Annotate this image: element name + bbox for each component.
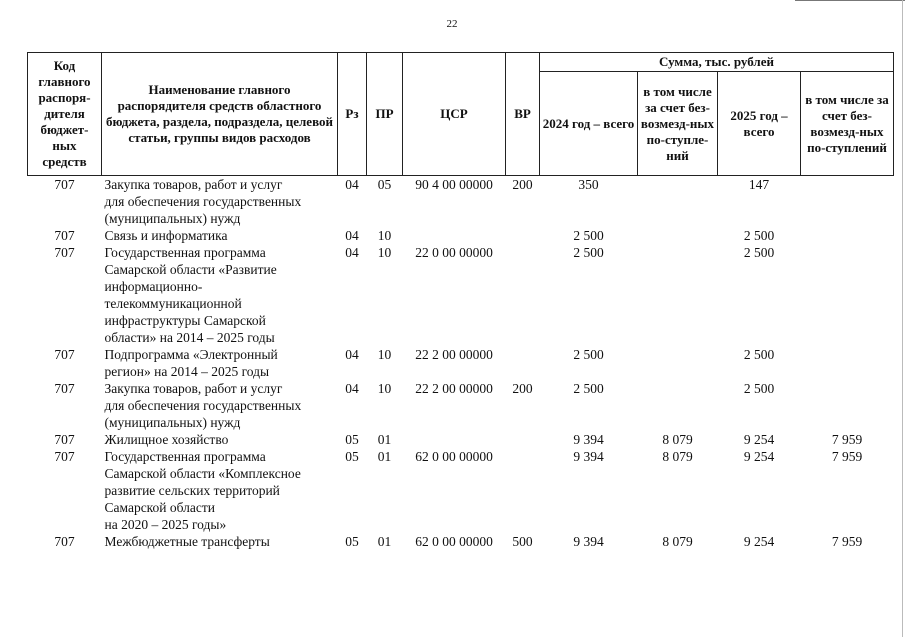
- scan-edge-line: [795, 0, 905, 1]
- cell-pr: 01: [377, 449, 392, 464]
- cell-2025-total: 2 500: [743, 381, 775, 396]
- header-2025-grants: в том числе за счет без-возмезд-ных по-ступлений: [801, 72, 894, 176]
- cell-vr: [506, 431, 540, 448]
- cell-2025-grants: 7 959: [831, 432, 863, 447]
- cell-vr: [506, 346, 540, 380]
- header-csr: ЦСР: [403, 53, 506, 176]
- cell-pr: 01: [377, 432, 392, 447]
- cell-csr: 22 2 00 00000: [415, 347, 493, 362]
- page-number: 22: [446, 18, 458, 30]
- cell-2024-grants: [638, 346, 718, 380]
- header-2025-total: 2025 год – всего: [718, 72, 801, 176]
- cell-2024-grants: [638, 176, 718, 228]
- cell-vr: 200: [512, 381, 533, 396]
- cell-2025-total: 9 254: [743, 432, 775, 447]
- cell-name: Межбюджетные трансферты: [104, 534, 270, 549]
- cell-2024-total: 9 394: [573, 432, 604, 447]
- cell-rz: 04: [345, 245, 359, 260]
- header-2024-grants: в том числе за счет без-возмезд-ных по-ступле-ний: [638, 72, 718, 176]
- cell-name: Государственная программа Самарской области «Комплексное развитие сельских территорий Самарской области на 2020 – 2025 годы»: [104, 449, 301, 532]
- cell-2025-total: 2 500: [743, 228, 775, 243]
- scan-edge-line: [902, 0, 903, 637]
- cell-2025-total: 9 254: [743, 449, 775, 464]
- cell-2024-grants: [638, 244, 718, 346]
- cell-pr: 01: [377, 534, 392, 549]
- cell-2024-total: 9 394: [573, 534, 604, 549]
- header-vr: ВР: [506, 53, 540, 176]
- cell-vr: [506, 448, 540, 533]
- cell-csr: 22 0 00 00000: [415, 245, 493, 260]
- table-row: [28, 227, 894, 244]
- cell-code: 707: [54, 432, 75, 447]
- table-row: [28, 244, 894, 346]
- table-row: [28, 431, 894, 448]
- cell-csr: [403, 227, 506, 244]
- cell-2024-total: 350: [578, 177, 599, 192]
- cell-rz: 04: [345, 177, 359, 192]
- table-row: [28, 176, 894, 228]
- cell-name: Закупка товаров, работ и услуг для обеспечения государственных (муниципальных) нужд: [104, 381, 302, 430]
- cell-code: 707: [54, 449, 75, 464]
- header-2024-total: 2024 год – всего: [540, 72, 638, 176]
- cell-vr: 200: [512, 177, 533, 192]
- cell-vr: 500: [512, 534, 533, 549]
- cell-rz: 05: [345, 449, 359, 464]
- cell-pr: 05: [377, 177, 392, 192]
- cell-2024-grants: [638, 227, 718, 244]
- cell-2025-grants: [801, 227, 894, 244]
- table-row: [28, 380, 894, 431]
- cell-pr: 10: [377, 381, 392, 396]
- budget-table: [27, 52, 894, 550]
- cell-code: 707: [54, 245, 75, 260]
- cell-2024-total: 2 500: [573, 381, 604, 396]
- cell-2024-total: 9 394: [573, 449, 604, 464]
- table-row: [28, 346, 894, 380]
- cell-name: Жилищное хозяйство: [104, 432, 229, 447]
- header-name: Наименование главного распорядителя средств областного бюджета, раздела, подраздела, целевой статьи, группы видов расходов: [102, 53, 338, 176]
- cell-vr: [506, 227, 540, 244]
- cell-2024-total: 2 500: [573, 245, 604, 260]
- cell-2025-total: 147: [748, 177, 770, 192]
- cell-rz: 04: [345, 347, 359, 362]
- header-code: Код главного распоря-дителя бюджет-ных средств: [28, 53, 102, 176]
- cell-csr: [403, 431, 506, 448]
- cell-2025-grants: [801, 176, 894, 228]
- header-pr: ПР: [367, 53, 403, 176]
- table-row: [28, 533, 894, 550]
- cell-vr: [506, 244, 540, 346]
- cell-csr: 62 0 00 00000: [415, 534, 493, 549]
- cell-2025-grants: 7 959: [831, 449, 863, 464]
- cell-name: Связь и информатика: [104, 228, 228, 243]
- cell-2025-total: 2 500: [743, 245, 775, 260]
- cell-pr: 10: [377, 245, 392, 260]
- cell-rz: 05: [345, 432, 359, 447]
- cell-code: 707: [54, 228, 75, 243]
- cell-2025-grants: [801, 380, 894, 431]
- cell-2025-grants: [801, 346, 894, 380]
- cell-rz: 05: [345, 534, 359, 549]
- cell-csr: 62 0 00 00000: [415, 449, 493, 464]
- cell-2025-total: 2 500: [743, 347, 775, 362]
- header-rz: Рз: [338, 53, 367, 176]
- cell-2024-total: 2 500: [573, 228, 604, 243]
- cell-2025-grants: [801, 244, 894, 346]
- cell-2024-grants: 8 079: [662, 449, 693, 464]
- cell-pr: 10: [377, 228, 392, 243]
- cell-rz: 04: [345, 381, 359, 396]
- cell-code: 707: [54, 347, 75, 362]
- cell-name: Закупка товаров, работ и услуг для обеспечения государственных (муниципальных) нужд: [104, 177, 302, 226]
- cell-rz: 04: [345, 228, 359, 243]
- cell-2025-grants: 7 959: [831, 534, 863, 549]
- cell-code: 707: [54, 534, 75, 549]
- cell-2025-total: 9 254: [743, 534, 775, 549]
- cell-name: Государственная программа Самарской области «Развитие информационно- телекоммуникационной инфраструктуры Самарской области» на 2014 – 2025 годы: [104, 245, 277, 345]
- cell-csr: 90 4 00 00000: [415, 177, 493, 192]
- cell-csr: 22 2 00 00000: [415, 381, 493, 396]
- cell-code: 707: [54, 381, 75, 396]
- cell-2024-grants: 8 079: [662, 534, 693, 549]
- cell-2024-grants: [638, 380, 718, 431]
- cell-code: 707: [54, 177, 75, 192]
- cell-pr: 10: [377, 347, 392, 362]
- cell-name: Подпрограмма «Электронный регион» на 2014 – 2025 годы: [104, 347, 278, 379]
- cell-2024-total: 2 500: [573, 347, 604, 362]
- header-sum: Сумма, тыс. рублей: [540, 53, 894, 72]
- cell-2024-grants: 8 079: [662, 432, 693, 447]
- table-row: [28, 448, 894, 533]
